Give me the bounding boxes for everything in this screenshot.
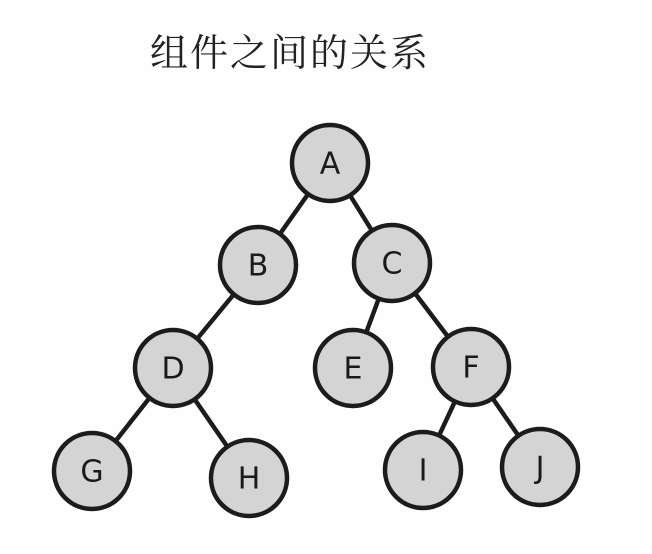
node-b: [220, 227, 296, 303]
node-g: [54, 433, 130, 509]
node-label: D: [161, 351, 185, 387]
node-label: G: [80, 454, 104, 490]
node-a: [292, 125, 368, 201]
node-label: J: [535, 450, 545, 486]
node-h: [211, 440, 287, 516]
node-label: H: [237, 461, 261, 497]
node-label: I: [418, 453, 428, 489]
node-c: [354, 225, 430, 301]
node-j: [502, 429, 578, 505]
node-i: [385, 432, 461, 508]
page-title: 组件之间的关系: [150, 31, 431, 75]
node-label: F: [462, 350, 480, 386]
node-label: C: [381, 246, 403, 282]
node-label: B: [247, 248, 269, 284]
node-d: [135, 330, 211, 406]
node-label: A: [319, 146, 341, 182]
tree-edges: [92, 163, 540, 478]
tree-nodes: [54, 125, 578, 516]
node-e: [315, 330, 391, 406]
node-label: E: [343, 351, 363, 387]
node-f: [433, 329, 509, 405]
